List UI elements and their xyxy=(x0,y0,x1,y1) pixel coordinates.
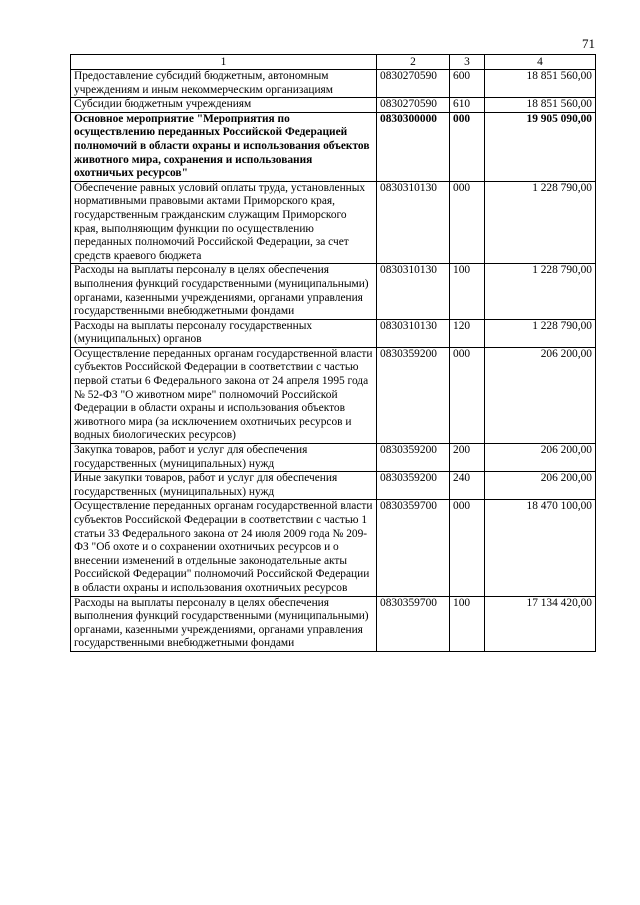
row-name-cell: Расходы на выплаты персоналу в целях обеспечения выполнения функций государственными (муниципальными) органами, казенными учреждениями, органами управления государственными внебюджетными фондами xyxy=(71,264,377,319)
row-sum-cell: 206 200,00 xyxy=(485,347,596,443)
row-code-cell: 0830310130 xyxy=(377,181,450,264)
table-row xyxy=(71,319,596,347)
row-type-cell: 240 xyxy=(450,472,485,500)
table-row xyxy=(71,444,596,472)
table-row xyxy=(71,112,596,181)
row-code-cell: 0830359700 xyxy=(377,500,450,596)
table-header-row xyxy=(71,55,596,70)
row-sum-cell: 1 228 790,00 xyxy=(485,181,596,264)
row-type-cell: 000 xyxy=(450,500,485,596)
row-code-cell: 0830310130 xyxy=(377,264,450,319)
row-code-cell: 0830270590 xyxy=(377,98,450,113)
row-sum-cell: 206 200,00 xyxy=(485,444,596,472)
header-col-1: 1 xyxy=(71,55,377,70)
row-name-cell: Осуществление переданных органам государственной власти субъектов Российской Федерации в соответствии с частью 1 статьи 33 Федерального закона от 24 июля 2009 года № 209-ФЗ "Об охоте и о сохранении охотничьих ресурсов и о внесении изменений в отдельные законодательные акты Российской Федерации" полномочий Российской Федерации в области охраны и использования охотничьих ресурсов xyxy=(71,500,377,596)
row-sum-cell: 19 905 090,00 xyxy=(485,112,596,181)
row-type-cell: 200 xyxy=(450,444,485,472)
row-sum-cell: 18 851 560,00 xyxy=(485,70,596,98)
header-col-4: 4 xyxy=(485,55,596,70)
row-type-cell: 100 xyxy=(450,596,485,651)
row-name-cell: Осуществление переданных органам государственной власти субъектов Российской Федерации в соответствии с частью первой статьи 6 Федерального закона от 24 апреля 1995 года № 52-ФЗ "О животном мире" полномочий Российской Федерации в области охраны и использования объектов животного мира (за исключением охотничьих ресурсов и водных биологических ресурсов) xyxy=(71,347,377,443)
row-name-cell: Обеспечение равных условий оплаты труда, установленных нормативными правовыми актами Приморского края, государственным гражданским служащим Приморского края, выполняющим функции по осуществлению переданных полномочий Российской Федерации, за счет средств краевого бюджета xyxy=(71,181,377,264)
row-type-cell: 100 xyxy=(450,264,485,319)
row-name-cell: Расходы на выплаты персоналу в целях обеспечения выполнения функций государственными (муниципальными) органами, казенными учреждениями, органами управления государственными внебюджетными фондами xyxy=(71,596,377,651)
table-row xyxy=(71,181,596,264)
row-type-cell: 120 xyxy=(450,319,485,347)
row-sum-cell: 18 470 100,00 xyxy=(485,500,596,596)
table-row xyxy=(71,264,596,319)
row-code-cell: 0830359200 xyxy=(377,444,450,472)
row-type-cell: 000 xyxy=(450,347,485,443)
table-row xyxy=(71,347,596,443)
row-type-cell: 610 xyxy=(450,98,485,113)
row-sum-cell: 18 851 560,00 xyxy=(485,98,596,113)
row-code-cell: 0830310130 xyxy=(377,319,450,347)
row-name-cell: Основное мероприятие "Мероприятия по осуществлению переданных Российской Федерацией полномочий в области охраны и использования объектов животного мира, сохранения и использования охотничьих ресурсов" xyxy=(71,112,377,181)
table-row xyxy=(71,98,596,113)
row-sum-cell: 17 134 420,00 xyxy=(485,596,596,651)
row-name-cell: Предоставление субсидий бюджетным, автономным учреждениям и иным некоммерческим организациям xyxy=(71,70,377,98)
table-row xyxy=(71,596,596,651)
row-code-cell: 0830359200 xyxy=(377,472,450,500)
table-body xyxy=(71,70,596,652)
row-code-cell: 0830359700 xyxy=(377,596,450,651)
row-name-cell: Закупка товаров, работ и услуг для обеспечения государственных (муниципальных) нужд xyxy=(71,444,377,472)
row-name-cell: Расходы на выплаты персоналу государственных (муниципальных) органов xyxy=(71,319,377,347)
row-name-cell: Субсидии бюджетным учреждениям xyxy=(71,98,377,113)
row-code-cell: 0830300000 xyxy=(377,112,450,181)
table-row xyxy=(71,472,596,500)
header-col-3: 3 xyxy=(450,55,485,70)
row-type-cell: 000 xyxy=(450,181,485,264)
table-row xyxy=(71,70,596,98)
row-type-cell: 600 xyxy=(450,70,485,98)
row-sum-cell: 1 228 790,00 xyxy=(485,264,596,319)
row-code-cell: 0830359200 xyxy=(377,347,450,443)
row-name-cell: Иные закупки товаров, работ и услуг для обеспечения государственных (муниципальных) нужд xyxy=(71,472,377,500)
row-sum-cell: 206 200,00 xyxy=(485,472,596,500)
budget-table xyxy=(70,54,596,652)
page-number: 71 xyxy=(582,36,595,51)
row-sum-cell: 1 228 790,00 xyxy=(485,319,596,347)
row-code-cell: 0830270590 xyxy=(377,70,450,98)
table-row xyxy=(71,500,596,596)
header-col-2: 2 xyxy=(377,55,450,70)
row-type-cell: 000 xyxy=(450,112,485,181)
